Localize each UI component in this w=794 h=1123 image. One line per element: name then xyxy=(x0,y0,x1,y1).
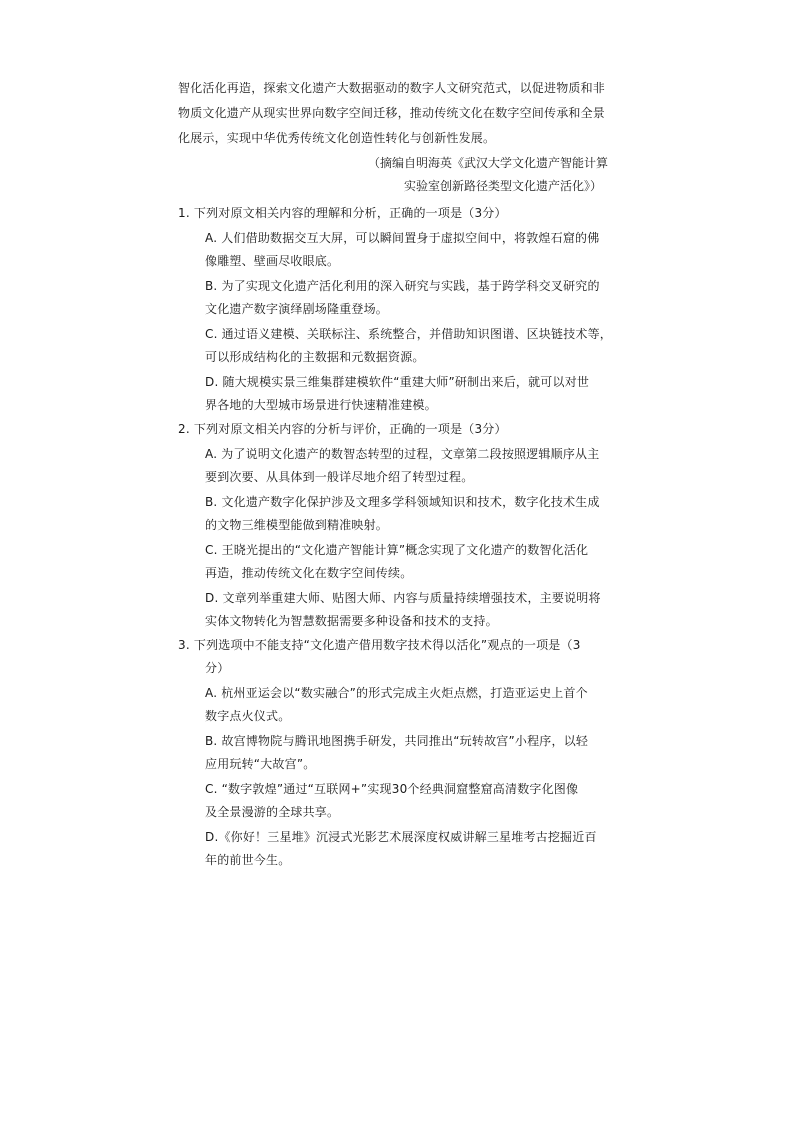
question-2-option-d: D. 文章列举重建大师、贴图大师、内容与质量持续增强技术，主要说明将 xyxy=(205,591,601,605)
question-2-option-d-cont: 实体文物转化为智慧数据需要多种设备和技术的支持。 xyxy=(205,614,498,628)
question-1-option-c: C. 通过语义建模、关联标注、系统整合，并借助知识图谱、区块链技术等， xyxy=(205,327,613,341)
question-1-option-d: D. 随大规模实景三维集群建模软件“重建大师”研制出来后，就可以对世 xyxy=(205,375,590,389)
question-3-option-a-cont: 数字点火仪式。 xyxy=(205,709,291,723)
question-2-option-c-cont: 再造，推动传统文化在数字空间传续。 xyxy=(205,566,413,580)
question-3-option-c-cont: 及全景漫游的全球共享。 xyxy=(205,805,340,819)
question-2-stem: 2. 下列对原文相关内容的分析与评价，正确的一项是（3分） xyxy=(178,422,507,436)
question-2-option-a-cont: 要到次要、从具体到一般详尽地介绍了转型过程。 xyxy=(205,470,474,484)
question-3-stem: 3. 下列选项中不能支持“文化遗产借用数字技术得以活化”观点的一项是（3 xyxy=(178,638,581,652)
source-citation-line2: 实验室创新路径类型文化遗产活化》） xyxy=(404,179,603,193)
question-3-stem-cont: 分） xyxy=(205,661,230,675)
question-3-option-b: B. 故宫博物院与腾讯地图携手研发，共同推出“玩转故宫”小程序，以轻 xyxy=(205,734,589,748)
question-2-option-a: A. 为了说明文化遗产的数智态转型的过程，文章第二段按照逻辑顺序从主 xyxy=(205,447,600,461)
question-2-option-c: C. 王晓光提出的“文化遗产智能计算”概念实现了文化遗产的数智化活化 xyxy=(205,543,589,557)
question-1-option-b-cont: 文化遗产数字演绎剧场隆重登场。 xyxy=(205,302,389,316)
question-1-option-a-cont: 像雕塑、壁画尽收眼底。 xyxy=(205,254,340,268)
question-1-stem: 1. 下列对原文相关内容的理解和分析，正确的一项是（3分） xyxy=(178,206,507,220)
question-2-option-b-cont: 的文物三维模型能做到精准映射。 xyxy=(205,518,389,532)
question-1-option-a: A. 人们借助数据交互大屏，可以瞬间置身于虚拟空间中，将敦煌石窟的佛 xyxy=(205,231,600,245)
question-3-option-d: D.《你好！三星堆》沉浸式光影艺术展深度权威讲解三星堆考古挖掘近百 xyxy=(205,830,597,844)
question-3-option-b-cont: 应用玩转“大故宫”。 xyxy=(205,757,316,771)
question-3-option-d-cont: 年的前世今生。 xyxy=(205,853,291,867)
question-1-option-d-cont: 界各地的大型城市场景进行快速精准建模。 xyxy=(205,398,437,412)
passage-line: 智化活化再造，探索文化遗产大数据驱动的数字人文研究范式，以促进物质和非 xyxy=(178,81,606,95)
question-3-option-c: C. “数字敦煌”通过“互联网+”实现30个经典洞窟整窟高清数字化图像 xyxy=(205,782,579,796)
question-2-option-b: B. 文化遗产数字化保护涉及文理多学科领域知识和技术，数字化技术生成 xyxy=(205,495,600,509)
passage-line: 化展示，实现中华优秀传统文化创造性转化与创新性发展。 xyxy=(178,131,496,145)
passage-line: 物质文化遗产从现实世界向数字空间迁移，推动传统文化在数字空间传承和全景 xyxy=(178,106,606,120)
source-citation-line1: （摘编自明海英《武汉大学文化遗产智能计算 xyxy=(368,156,609,170)
question-3-option-a: A. 杭州亚运会以“数实融合”的形式完成主火炬点燃，打造亚运史上首个 xyxy=(205,686,588,700)
question-1-option-b: B. 为了实现文化遗产活化利用的深入研究与实践，基于跨学科交叉研究的 xyxy=(205,279,600,293)
question-1-option-c-cont: 可以形成结构化的主数据和元数据资源。 xyxy=(205,350,425,364)
